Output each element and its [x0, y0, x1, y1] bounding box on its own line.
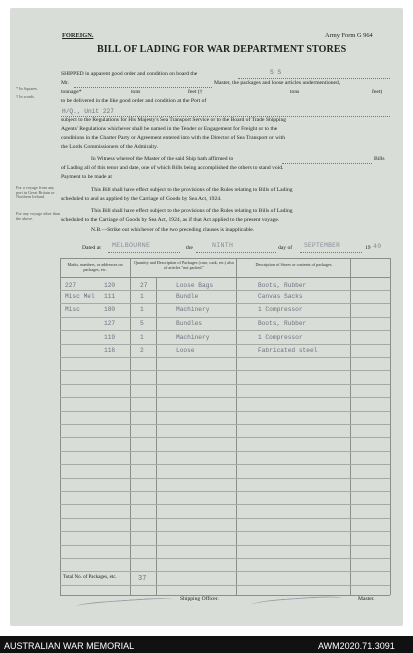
row-mark: Misc Mel [65, 293, 95, 300]
document-title: BILL OF LADING FOR WAR DEPARTMENT STORES [97, 44, 347, 55]
table-rule-line [60, 545, 390, 546]
table-rule-line [60, 411, 390, 412]
row-number: 127 [104, 320, 116, 327]
witness-line-1: In Witness whereof the Master of the said Ship hath affirmed to [91, 156, 234, 162]
table-bottom-border [60, 595, 390, 596]
day-of-label: day of [278, 245, 293, 251]
row-mark: 227 [65, 282, 77, 289]
total-packages-value: 37 [138, 575, 147, 583]
row-description: Boots, Rubber [258, 282, 307, 289]
day-line [196, 252, 276, 253]
table-rule-line [60, 397, 390, 398]
margin-note-voyage-other: For any voyage other than the above. [16, 211, 60, 221]
row-description: 1 Compressor [258, 334, 303, 341]
day-stamp: NINTH [212, 242, 234, 249]
table-rule-line [60, 290, 390, 291]
regulations-line-3: conditions in the Charter Party or Agreement entered into with the Director of Sea Transport or with [61, 135, 286, 141]
table-header-border [60, 277, 390, 278]
table-top-border [60, 258, 390, 259]
year-prefix: 19 [365, 245, 371, 251]
mr-line [74, 87, 212, 88]
rules-clause-1b: scheduled to and as applied by the Carriage of Goods by Sea Act, 1924. [61, 196, 222, 202]
ship-name-line [238, 78, 390, 79]
row-description: Fabricated steel [258, 347, 318, 354]
dated-place-line [108, 252, 180, 253]
table-rule-line [60, 424, 390, 425]
shipped-clause: SHIPPED in apparent good order and condition on board the [61, 71, 198, 77]
row-package: Bundle [176, 293, 199, 300]
ship-name-value: S S [270, 69, 282, 76]
table-rule-line [60, 518, 390, 519]
delivered-clause: to be delivered in the like good order and condition at the Port of [61, 98, 207, 104]
footer-accession-number: AWM2020.71.3091 [318, 641, 395, 651]
margin-note-voyage-gb: For a voyage from any port in Great Britain or Northern Ireland. [16, 185, 55, 200]
table-rule-line [60, 558, 390, 559]
mr-label: Mr. [61, 80, 69, 86]
row-package: Loose [176, 347, 195, 354]
table-rule-line [60, 330, 390, 331]
master-label: Master. [358, 596, 375, 602]
tons-label-2: tons [290, 89, 300, 95]
regulations-line-1: subject to the Regulations for His Majesty's Sea Transport Service or to the Board of Trade Shipping [61, 117, 287, 123]
footer-institution: AUSTRALIAN WAR MEMORIAL [4, 641, 135, 651]
foreign-label: FOREIGN. [62, 32, 94, 39]
table-rule-line [60, 571, 390, 572]
witness-line-3: Payment to be made at [61, 174, 112, 180]
row-description: 1 Compressor [258, 306, 303, 313]
rules-clause-2b: scheduled to the Carriage of Goods by Sea Act, 1924, as if that Act applied to the present voyage. [61, 217, 280, 223]
year-stamp: 40 [373, 243, 382, 250]
table-rule-line [60, 504, 390, 505]
margin-note-words: † In words. [16, 94, 35, 99]
table-rule-line [60, 357, 390, 358]
port-value: H/Q., Unit 227 [62, 108, 114, 115]
row-mark: Misc [65, 306, 80, 313]
bills-label: Bills [374, 156, 385, 162]
row-number: 111 [104, 293, 116, 300]
table-rule-line [60, 370, 390, 371]
row-quantity: 1 [140, 334, 144, 341]
feet-label: feet († [188, 89, 203, 95]
dated-place-stamp: MELBOURNE [112, 242, 151, 249]
rules-clause-2a: This Bill shall have effect subject to the provisions of the Rules relating to Bills of Lading [91, 208, 293, 214]
the-label: the [186, 245, 193, 251]
table-rule-line [60, 531, 390, 532]
table-rule-line [60, 585, 390, 586]
row-package: Machinery [176, 306, 210, 313]
army-form-number: Army Form G 964 [325, 32, 373, 39]
table-rule-line [60, 478, 390, 479]
witness-line-2: of Lading all of this tenor and date, one of which Bills being accomplished the others to stand void. [61, 165, 284, 171]
row-quantity: 1 [140, 306, 144, 313]
row-quantity: 1 [140, 293, 144, 300]
row-number: 119 [104, 334, 116, 341]
row-quantity: 2 [140, 347, 144, 354]
row-description: Canvas Sacks [258, 293, 303, 300]
row-description: Boots, Rubber [258, 320, 307, 327]
regulations-line-4: the Lords Commissioners of the Admiralty. [61, 144, 158, 150]
header-quantity: Quantity and Description of Packages (case, cask, etc.) also of articles "not packed." [134, 260, 234, 270]
bills-count-line [282, 163, 372, 164]
month-stamp: SEPTEMBER [304, 242, 341, 249]
table-rule-line [60, 451, 390, 452]
row-number: 120 [104, 282, 116, 289]
nb-note: N.B.—Strike out whichever of the two preceding clauses is inapplicable. [91, 227, 255, 233]
tons-label: tons [131, 89, 141, 95]
row-package: Machinery [176, 334, 210, 341]
table-rule-line [60, 303, 390, 304]
table-rule-line [60, 437, 390, 438]
table-rule-line [60, 384, 390, 385]
month-line [300, 252, 362, 253]
row-number: 116 [104, 347, 116, 354]
total-packages-label: Total No. of Packages, etc. [63, 575, 117, 580]
header-marks: Marks, numbers, or addresses on packages, etc. [67, 262, 123, 272]
table-column-divider-qty [156, 277, 157, 595]
table-rule-line [60, 344, 390, 345]
feet-label-2: feet) [372, 89, 383, 95]
table-rule-line [60, 317, 390, 318]
row-package: Bundles [176, 320, 202, 327]
header-description: Description of Stores or contents of packages. [255, 262, 333, 267]
row-number: 180 [104, 306, 116, 313]
row-quantity: 27 [140, 282, 148, 289]
margin-note-squares: * In Squares. [16, 86, 38, 91]
table-right-border [390, 258, 391, 595]
master-clause: Master, the packages and loose articles undermentioned, [214, 80, 341, 86]
rules-clause-1a: This Bill shall have effect subject to the provisions of the Rules relating to Bills of Lading [91, 187, 293, 193]
shipping-officer-label: Shipping Officer. [180, 596, 219, 602]
table-rule-line [60, 464, 390, 465]
table-rule-line [60, 491, 390, 492]
row-package: Loose Bags [176, 282, 214, 289]
row-quantity: 5 [140, 320, 144, 327]
regulations-line-2: Agents' Regulations whichever shall be named in the Tender or Engagement for Freight or to the [61, 126, 278, 132]
tonnage-label: tonnage* [61, 89, 82, 95]
dated-at-label: Dated at [82, 245, 101, 251]
